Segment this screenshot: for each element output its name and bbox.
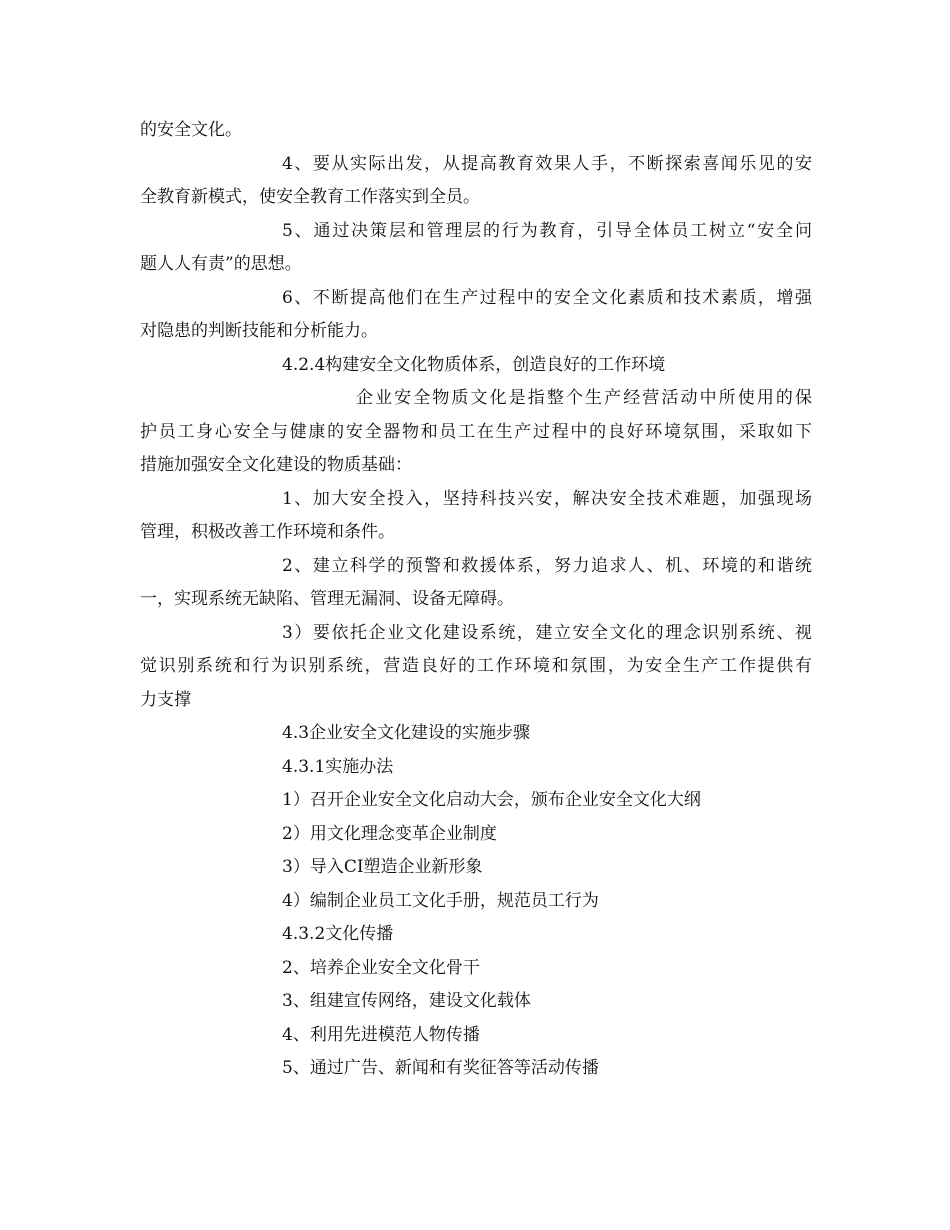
text-line: 管理，积极改善工作环境和条件。	[140, 522, 395, 542]
subsection-heading: 4.3.1实施办法	[282, 757, 394, 777]
list-item: 3）导入CI塑造企业新形象	[282, 857, 483, 877]
text-line: 力支撑	[140, 690, 191, 710]
text-line: 措施加强安全文化建设的物质基础：	[140, 455, 412, 475]
section-heading: 4.2.4构建安全文化物质体系，创造良好的工作环境	[282, 355, 666, 375]
list-item: 2、培养企业安全文化骨干	[282, 958, 480, 978]
text-line: 觉识别系统和行为识别系统，营造良好的工作环境和氛围，为安全生产工作提供有	[140, 656, 812, 676]
text-line: 题人人有责”的思想。	[140, 254, 302, 274]
text-line: 企业安全物质文化是指整个生产经营活动中所使用的保	[356, 388, 812, 408]
list-item: 5、通过广告、新闻和有奖征答等活动传播	[282, 1058, 599, 1078]
text-line: 5、通过决策层和管理层的行为教育，引导全体员工树立“安全问	[282, 221, 812, 241]
text-line: 1、加大安全投入，坚持科技兴安，解决安全技术难题，加强现场	[282, 489, 812, 509]
list-item: 1）召开企业安全文化启动大会，颁布企业安全文化大纲	[282, 790, 701, 810]
text-line: 2、建立科学的预警和救援体系，努力追求人、机、环境的和谐统	[282, 556, 812, 576]
text-line: 4、要从实际出发，从提高教育效果人手，不断探索喜闻乐见的安	[282, 154, 812, 174]
text-line: 一，实现系统无缺陷、管理无漏洞、设备无障碍。	[140, 589, 514, 609]
subsection-heading: 4.3.2文化传播	[282, 924, 394, 944]
list-item: 3、组建宣传网络，建设文化载体	[282, 991, 531, 1011]
section-heading: 4.3企业安全文化建设的实施步骤	[282, 723, 531, 743]
text-line: 的安全文化。	[140, 120, 242, 140]
text-line: 护员工身心安全与健康的安全器物和员工在生产过程中的良好环境氛围，采取如下	[140, 422, 812, 442]
list-item: 2）用文化理念变革企业制度	[282, 824, 497, 844]
text-line: 对隐患的判断技能和分析能力。	[140, 321, 378, 341]
text-line: 全教育新模式，使安全教育工作落实到全员。	[140, 187, 480, 207]
list-item: 4）编制企业员工文化手册，规范员工行为	[282, 891, 599, 911]
text-line: 6、不断提高他们在生产过程中的安全文化素质和技术素质，增强	[282, 288, 812, 308]
text-line: 3）要依托企业文化建设系统，建立安全文化的理念识别系统、视	[282, 623, 812, 643]
list-item: 4、利用先进模范人物传播	[282, 1025, 480, 1045]
